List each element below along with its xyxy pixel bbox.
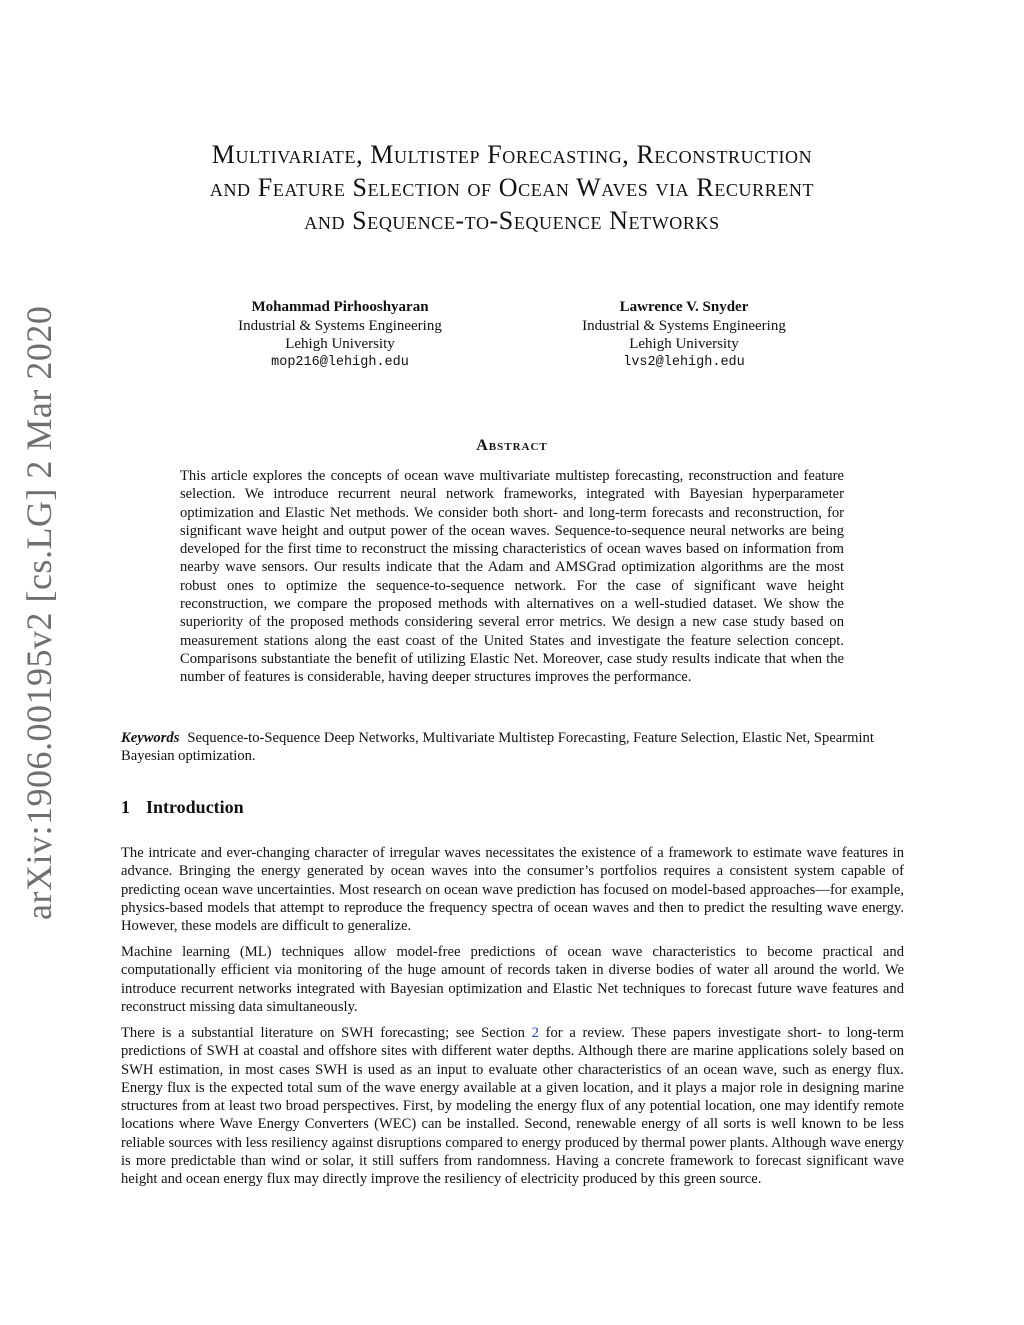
intro-paragraph: Machine learning (ML) techniques allow model-free predictions of ocean wave characteristics to become practical and computationally efficient via monitoring of the huge amount of records taken in diverse bodies of water all around the world. We introduce recurrent networks integrated with Bayesian optimization and Elastic Net techniques to forecast future wave features and reconstruct missing data simultaneously. [121,944,904,1015]
keywords-label: Keywords [121,730,180,746]
abstract-heading: Abstract [476,437,548,454]
keywords [121,729,904,766]
title-line: and Sequence-to-Sequence Networks [304,206,720,235]
author-email[interactable]: mop216@lehigh.edu [271,354,409,370]
section-reference-link[interactable]: 2 [531,1025,539,1041]
section-title: Introduction [146,797,244,817]
author-institution: Lehigh University [285,336,395,352]
paper-title [110,138,914,237]
author-department: Industrial & Systems Engineering [238,317,442,334]
author-block-1 [175,298,505,372]
intro-paragraph [121,1024,904,1189]
title-line: and Feature Selection of Ocean Waves via Recurrent [209,173,815,202]
author-department: Industrial & Systems Engineering [582,317,786,334]
intro-paragraph: The intricate and ever-changing character of irregular waves necessitates the existence of a framework to estimate wave features in advance. Bringing the energy generated by ocean waves into the consumer’s portfolios requires a consistent system capable of predicting ocean wave uncertainties. Most research on ocean wave prediction has focused on model-based approaches—for example, physics-based models that attempt to reproduce the frequency spectra of ocean waves and then to predict the resulting wave energy. However, these models are difficult to generalize. [121,845,904,935]
paragraph-text: There is a substantial literature on SWH forecasting; see Section [121,1025,532,1041]
abstract-text: This article explores the concepts of ocean wave multivariate multistep forecasting, reconstruction and feature selection. We introduce recurrent neural network frameworks, integrated with Bayesian hyperparameter optimization and Elastic Net methods. We consider both short- and long-term forecasts and reconstruction, for significant wave height and output power of the ocean waves. Sequence-to-sequence neural networks are being developed for the first time to reconstruct the missing characteristics of ocean waves based on information from nearby wave sensors. Our results indicate that the Adam and AMSGrad optimization algorithms are the most robust ones to optimize the sequence-to-sequence network. For the case of significant wave height reconstruction, we compare the proposed methods with alternatives on a well-studied dataset. We show the superiority of the proposed methods considering several error metrics. We design a new case study based on measurement stations along the east coast of the United States and investigate the feature selection concept. Comparisons substantiate the benefit of utilizing Elastic Net. Moreover, case study results indicate that when the number of features is considerable, having deeper structures improves the performance. [180,468,844,686]
title-line: Multivariate, Multistep Forecasting, Reconstruction [211,140,813,169]
author-block-2 [519,298,849,372]
arxiv-identifier: arXiv:1906.00195v2 [cs.LG] 2 Mar 2020 [19,305,59,920]
author-name: Mohammad Pirhooshyaran [251,299,429,315]
paragraph-text: for a review. These papers investigate short- to long-term predictions of SWH at coastal and offshore sites with different water depths. Although there are marine applications solely based on SWH estimation, in most cases SWH is used as an input to evaluate other characteristics of an ocean wave, such as energy flux. Energy flux is the expected total sum of the wave energy available at a given location, and it plays a major role in designing marine structures from at least two broad perspectives. First, by modeling the energy flux of any potential location, one may identify remote locations where Wave Energy Converters (WEC) can be installed. Second, renewable energy of all sorts is well known to be less reliable sources with less resiliency against disruptions compared to energy produced by thermal power plants. Although wave energy is more predictable than wind or solar, it still suffers from randomness. Having a concrete framework to forecast significant wave height and ocean energy flux may directly improve the resiliency of electricity produced by this green source. [121,1025,904,1188]
author-institution: Lehigh University [629,336,739,352]
author-email[interactable]: lvs2@lehigh.edu [623,354,745,370]
author-name: Lawrence V. Snyder [619,299,749,315]
keywords-text: Sequence-to-Sequence Deep Networks, Multivariate Multistep Forecasting, Feature Selection, Elastic Net, Spearmint Bayesian optimization. [121,730,874,765]
section-number: 1 [121,797,130,817]
section-heading [121,797,244,818]
